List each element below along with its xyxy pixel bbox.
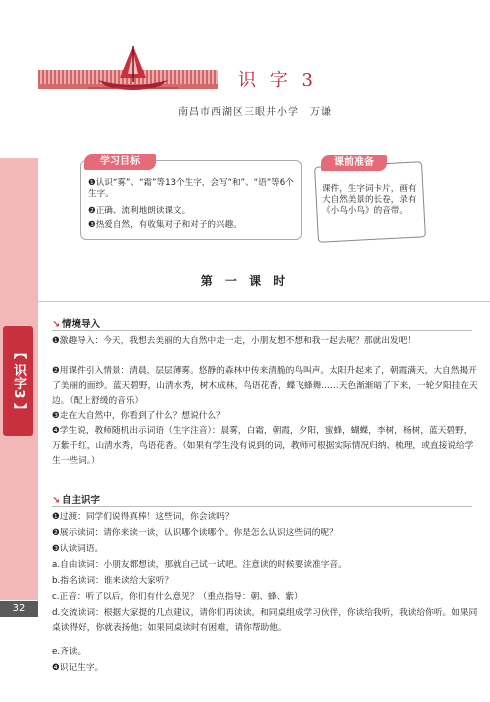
page-number: 32 (0, 601, 38, 617)
heading-underline (52, 330, 472, 331)
prep-tag: 课前准备 (321, 155, 387, 171)
paragraph: e.齐读。 (52, 647, 87, 657)
goal-item: ❸热爱自然，有收集对子和对子的兴趣。 (88, 220, 242, 230)
side-tab-label: 【 识字3 】 (3, 326, 33, 436)
goal-item: ❷正确、流利地朗读课文。 (88, 206, 191, 216)
paragraph: ❹识记生字。 (52, 663, 104, 673)
part2-heading-label: 自主识字 (61, 495, 100, 506)
part2-heading (52, 492, 100, 506)
section-title: 第 一 课 时 (200, 274, 290, 288)
paragraph: b.指名读词：谁来读给大家听？ (52, 576, 174, 586)
author-line: 南昌市西湖区三眼井小学 万谦 (178, 107, 332, 118)
paragraph: a.自由读词：小朋友都想读，那就自己试一试吧。注意读的时候要读准字音。 (52, 560, 347, 570)
goal-item: ❶认识“雾”、“霜”等13个生字，会写“和”、“语”等6个生字。 (88, 178, 294, 199)
part1-heading (52, 316, 100, 330)
paragraph: c.正音：听了以后，你们有什么意见？（重点指导：朝、蜂、紫） (52, 592, 303, 602)
part1-heading-label: 情境导入 (61, 319, 100, 330)
arrow-marker-icon: ↘ (52, 495, 60, 506)
heading-underline (52, 506, 472, 507)
paragraph: ❸认读词语。 (52, 544, 104, 554)
prep-text: 课件，生字词卡片，画有大自然美景的长卷，录有《小鸟小鸟》的音带。 (322, 184, 417, 216)
arrow-marker-icon: ↘ (52, 319, 60, 330)
sailboat-logo-icon (88, 44, 178, 92)
paragraph: d.交流读词：根据大家提的几点建议，请你们再读读。和同桌组成学习伙伴，你读给我听，我读给你听。如果同桌读得好，你就表扬他；如果同桌读时有困难，请你帮助他。 (52, 608, 478, 633)
paragraph: ❷展示读词：请你来读一读，认识哪个读哪个。你是怎么认识这些词的呢？ (52, 528, 338, 538)
paragraph: ❶激趣导入：今天，我想去美丽的大自然中走一走，小朋友想不想和我一起去呢？那就出发吧！ (52, 336, 416, 346)
lesson-title: 识 字 3 (238, 70, 317, 91)
paragraph: ❷用课件引入情景：清晨，层层薄雾。悠静的森林中传来清脆的鸟叫声。太阳升起来了，朝霞满天，大自然揭开了美丽的面纱。蓝天碧野，山清水秀，树木成林，鸟语花香，蝶飞蜂舞……天色渐渐暗了下来，一轮夕阳挂在天边。（配上舒缓的音乐） (52, 366, 478, 406)
paragraph: ❶过渡：同学们说得真棒！这些词，你会读吗？ (52, 512, 234, 522)
paragraph: ❸走在大自然中，你看到了什么？想说什么？ (52, 411, 225, 421)
divider (38, 301, 490, 302)
paragraph: ❹学生说，教师随机出示词语（生字注音）：晨雾，白霜，朝霞，夕阳，蜜蜂，蝴蝶，李树，杨树，蓝天碧野，万紫千红，山清水秀，鸟语花香。（如果有学生没有说到的词，教师可根据实际情况归纳、梳理，或直接说给学生一些词。） (52, 426, 474, 466)
goals-tag: 学习目标 (84, 154, 156, 170)
